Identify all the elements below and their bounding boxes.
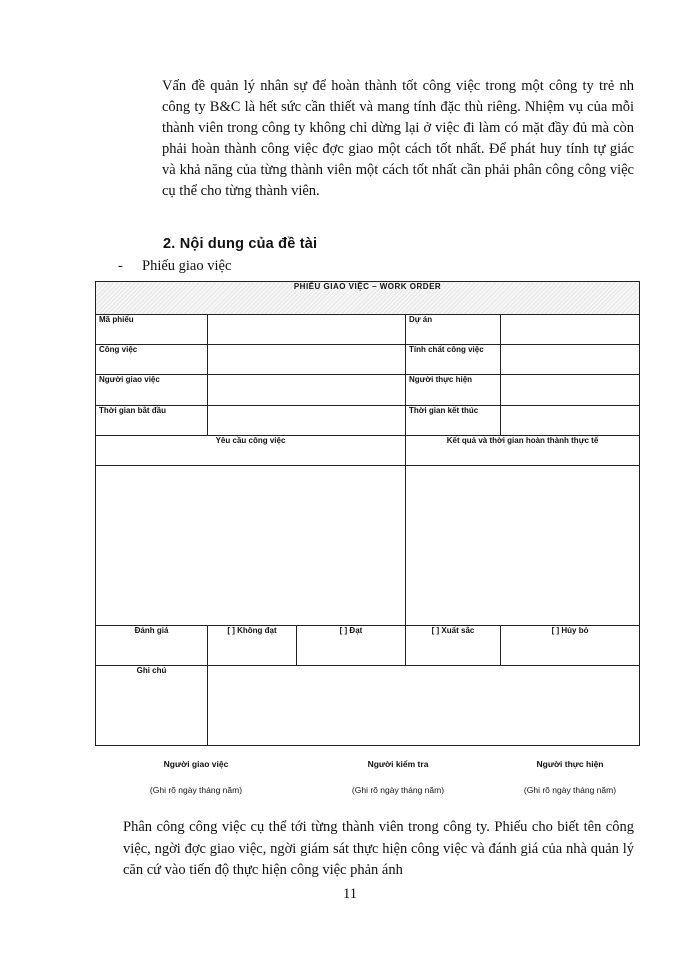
page-number: 11 — [343, 886, 357, 902]
header-ket-qua: Kết quả và thời gian hoàn thành thực tế — [406, 436, 640, 466]
area-ket-qua — [406, 466, 640, 626]
header-yeu-cau: Yêu cầu công việc — [96, 436, 406, 466]
field-thoi-gian-bat-dau — [208, 406, 406, 436]
closing-paragraph: Phân công công việc cụ thể tới từng thành viên trong công ty. Phiếu cho biết tên công việc, ngời đợc giao việc, ngời giám sát thực hiện công việc và đánh giá của nhà quản lý căn cứ vào tiến độ thực hiện công việc phản ánh — [123, 819, 634, 878]
signature-note-kiem-tra: (Ghi rõ ngày tháng năm) — [351, 785, 445, 795]
label-cong-viec: Công việc — [96, 345, 208, 375]
area-yeu-cau — [96, 466, 406, 626]
option-huy-bo[interactable]: [ ] Hủy bỏ — [501, 626, 640, 666]
form-title: PHIẾU GIAO VIỆC – WORK ORDER — [96, 282, 640, 315]
label-du-an: Dự án — [406, 315, 501, 345]
field-nguoi-thuc-hien — [501, 375, 640, 406]
signature-note-giao-viec: (Ghi rõ ngày tháng năm) — [149, 785, 243, 795]
label-thoi-gian-ket-thuc: Thời gian kết thúc — [406, 406, 501, 436]
intro-paragraph: Vấn đề quản lý nhân sự để hoàn thành tốt công việc trong một công ty trẻ nh công ty B&C là hết sức cần thiết và mang tính đặc thù riêng. Nhiệm vụ của mỗi thành viên trong công ty không chỉ dừng lại ở việc đi làm có mặt đầy đủ mà còn phải hoàn thành công việc đợc giao một cách tốt nhất. Để phát huy tính tự giác và khả năng của từng thành viên một cách tốt nhất cần phải phân công công việc cụ thể cho từng thành viên. — [162, 78, 634, 199]
bullet-text: Phiếu giao việc — [142, 258, 232, 274]
field-tinh-chat — [501, 345, 640, 375]
signature-role-giao-viec: Người giao việc — [163, 759, 229, 769]
option-xuat-sac[interactable]: [ ] Xuất sắc — [406, 626, 501, 666]
field-nguoi-giao — [208, 375, 406, 406]
field-cong-viec — [208, 345, 406, 375]
label-danh-gia: Đánh giá — [96, 626, 208, 666]
label-ghi-chu: Ghi chú — [96, 666, 208, 746]
field-thoi-gian-ket-thuc — [501, 406, 640, 436]
label-nguoi-giao: Người giao việc — [96, 375, 208, 406]
field-du-an — [501, 315, 640, 345]
field-ma-phieu — [208, 315, 406, 345]
signature-role-thuc-hien: Người thực hiện — [536, 759, 604, 769]
bullet-item — [118, 258, 231, 275]
label-nguoi-thuc-hien: Người thực hiện — [406, 375, 501, 406]
field-ghi-chu — [208, 666, 640, 746]
label-ma-phieu: Mã phiếu — [96, 315, 208, 345]
option-khong-dat[interactable]: [ ] Không đạt — [208, 626, 297, 666]
option-dat[interactable]: [ ] Đạt — [297, 626, 406, 666]
label-thoi-gian-bat-dau: Thời gian bắt đầu — [96, 406, 208, 436]
label-tinh-chat: Tính chất công việc — [406, 345, 501, 375]
bullet-dash: - — [118, 258, 123, 274]
section-heading: 2. Nội dung của đề tài — [163, 236, 318, 252]
work-order-form — [95, 281, 640, 746]
signature-role-kiem-tra: Người kiểm tra — [367, 759, 429, 769]
signature-note-thuc-hien: (Ghi rõ ngày tháng năm) — [523, 785, 617, 795]
